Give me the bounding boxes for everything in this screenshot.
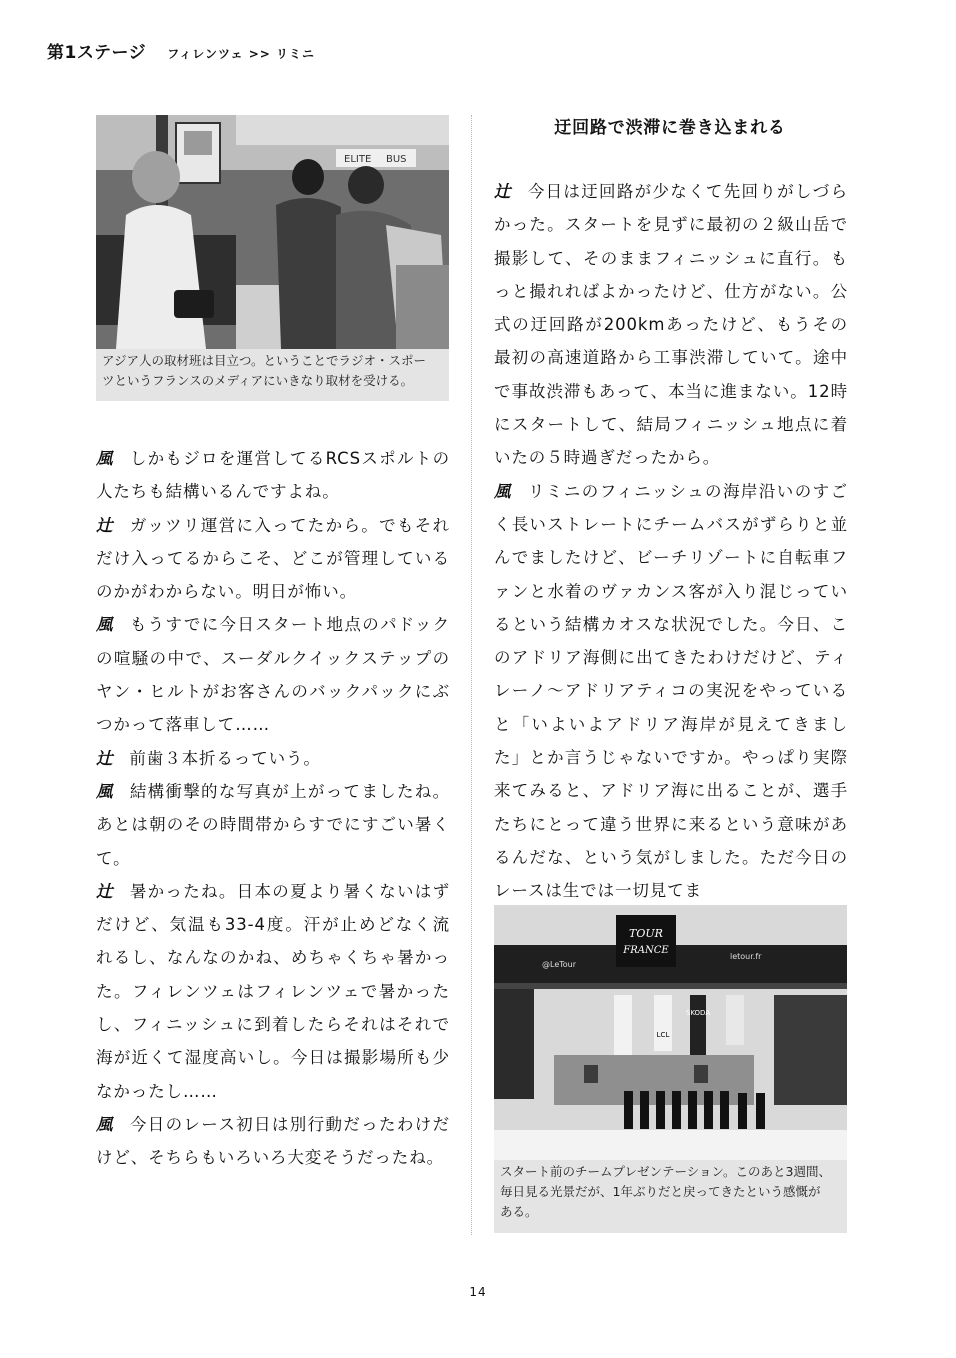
caption-line: ある。 <box>500 1204 538 1219</box>
column-divider <box>471 115 472 1235</box>
left-column-text <box>96 442 450 1175</box>
tour-logo-line2: FRANCE <box>623 945 669 956</box>
interview-photo-illustration <box>96 115 449 349</box>
tour-logo-line1: TOUR <box>629 927 663 940</box>
dialog-text: 今日は迂回路が少なくて先回りがしづらかった。スタートを見ずに最初の２級山岳で撮影して、そのままフィニッシュに直行。もっと撮れればよかったけど、仕方がない。公式の迂回路が200kmあったけど、もうその最初の高速道路から工事渋滞していて。途中で事故渋滞もあって、本当に進まない。12時にスタートして、結局フィニッシュ地点に着いたの５時過ぎだったから。 <box>494 182 848 468</box>
caption-line: 毎日見る光景だが、1年ぶりだと戻ってきたという感慨が <box>500 1184 821 1199</box>
banner-skoda: SKODA <box>685 1009 711 1017</box>
bus-sign-1: ELITE <box>344 154 372 165</box>
figure-interview <box>96 115 449 401</box>
section-title: 迂回路で渋滞に巻き込まれる <box>554 118 786 138</box>
team-presentation-photo <box>494 905 847 1160</box>
dialog-paragraph <box>96 608 450 741</box>
dialog-paragraph <box>96 742 450 775</box>
speaker-label: 辻 <box>96 748 114 768</box>
speaker-label: 辻 <box>96 881 114 901</box>
sign-right: letour.fr <box>730 952 762 961</box>
dialog-paragraph <box>96 875 450 1108</box>
bus-sign-2: BUS <box>386 154 407 165</box>
speaker-label: 風 <box>494 481 512 501</box>
running-header <box>47 38 315 63</box>
interview-photo <box>96 115 449 349</box>
right-column-text <box>494 175 848 908</box>
dialog-paragraph <box>96 509 450 609</box>
speaker-label: 風 <box>96 449 114 468</box>
dialog-paragraph <box>494 175 848 475</box>
dialog-text: 前歯３本折るっていう。 <box>129 748 321 768</box>
sign-left: @LeTour <box>542 960 577 969</box>
caption-line: スタート前のチームプレゼンテーション。このあと3週間、 <box>500 1164 831 1179</box>
dialog-paragraph <box>96 1108 450 1175</box>
caption-line: ツというフランスのメディアにいきなり取材を受ける。 <box>102 373 414 388</box>
speaker-label: 辻 <box>96 515 114 535</box>
dialog-paragraph <box>96 442 450 509</box>
figure-interview-caption <box>96 349 449 395</box>
figure-team-presentation <box>494 905 847 1233</box>
dialog-text: 今日のレース初日は別行動だったわけだけど、そちらもいろいろ大変そうだったね。 <box>96 1114 450 1168</box>
figure-team-presentation-caption <box>494 1160 847 1226</box>
page-number: 14 <box>469 1285 487 1299</box>
dialog-text: 結構衝撃的な写真が上がってましたね。あとは朝のその時間帯からすでにすごい暑くて。 <box>96 781 450 868</box>
banner-lcl: LCL <box>656 1031 670 1039</box>
dialog-text: もうすでに今日スタート地点のパドックの喧騒の中で、スーダルクイックステップのヤン・ヒルトがお客さんのバックパックにぶつかって落車して…… <box>96 615 450 735</box>
dialog-text: 暑かったね。日本の夏より暑くないはずだけど、気温も33-4度。汗が止めどなく流れるし、なんなのかね、めちゃくちゃ暑かった。フィレンツェはフィレンツェで暑かったし、フィニッシュに到着したらそれはそれで海が近くて湿度高いし。今日は撮影場所も少なかったし…… <box>96 881 450 1101</box>
speaker-label: 辻 <box>494 182 512 201</box>
dialog-text: ガッツリ運営に入ってたから。でもそれだけ入ってるからこそ、どこが管理しているのかがわからない。明日が怖い。 <box>96 515 451 602</box>
team-presentation-illustration <box>494 905 847 1160</box>
dialog-text: しかもジロを運営してるRCSスポルトの人たちも結構いるんですよね。 <box>96 449 450 502</box>
caption-line: アジア人の取材班は目立つ。ということでラジオ・スポー <box>102 353 427 368</box>
speaker-label: 風 <box>96 615 114 635</box>
dialog-text: リミニのフィニッシュの海岸沿いのすごく長いストレートにチームバスがずらりと並んでましたけど、ビーチリゾートに自転車ファンと水着のヴァカンス客が入り混じっているという結構カオスな状況でした。今日、このアドリア海側に出てきたわけだけど、ティレーノ〜アドリアティコの実況をやっていると「いよいよアドリア海岸が見えてきました」とか言うじゃないですか。やっぱり実際来てみると、アドリア海に出ることが、選手たちにとって違う世界に来るという意味があるんだな、という気がしました。ただ今日のレースは生では一切見てま <box>494 481 849 901</box>
speaker-label: 風 <box>96 781 114 801</box>
route-label: フィレンツェ >> リミニ <box>167 47 315 61</box>
dialog-paragraph <box>494 475 848 908</box>
speaker-label: 風 <box>96 1114 114 1134</box>
dialog-paragraph <box>96 775 450 875</box>
stage-label: 第1ステージ <box>47 43 147 63</box>
